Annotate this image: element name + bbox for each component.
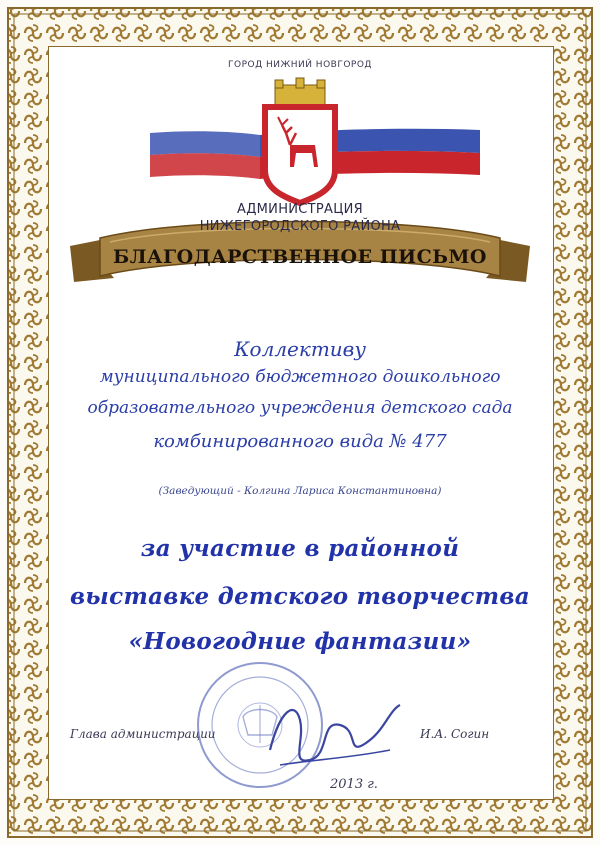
reason-line-3: «Новогодние фантазии»: [128, 628, 472, 655]
issue-year: 2013 г.: [330, 777, 378, 792]
recipient-line-1: Коллективу: [234, 337, 366, 361]
reason-line-1: за участие в районной: [140, 535, 460, 562]
ribbon-banner: [70, 176, 530, 296]
administration-district: НИЖЕГОРОДСКОГО РАЙОНА: [199, 219, 401, 234]
recipient-line-3: образовательного учреждения детского сада: [87, 398, 513, 418]
signature-icon: [250, 680, 410, 780]
recipient-line-2: муниципального бюджетного дошкольного: [99, 367, 501, 387]
administration-title: АДМИНИСТРАЦИЯ: [237, 202, 363, 217]
city-name: ГОРОД НИЖНИЙ НОВГОРОД: [228, 60, 372, 70]
reason-line-2: выставке детского творчества: [70, 583, 530, 610]
signatory-name: И.А. Согин: [420, 727, 490, 741]
head-of-institution: (Заведующий - Колгина Лариса Константиновна): [158, 485, 442, 497]
recipient-line-4: комбинированного вида № 477: [153, 431, 447, 452]
signatory-position: Глава администрации: [70, 727, 216, 741]
certificate-title: БЛАГОДАРСТВЕННОЕ ПИСЬМО: [113, 246, 487, 268]
